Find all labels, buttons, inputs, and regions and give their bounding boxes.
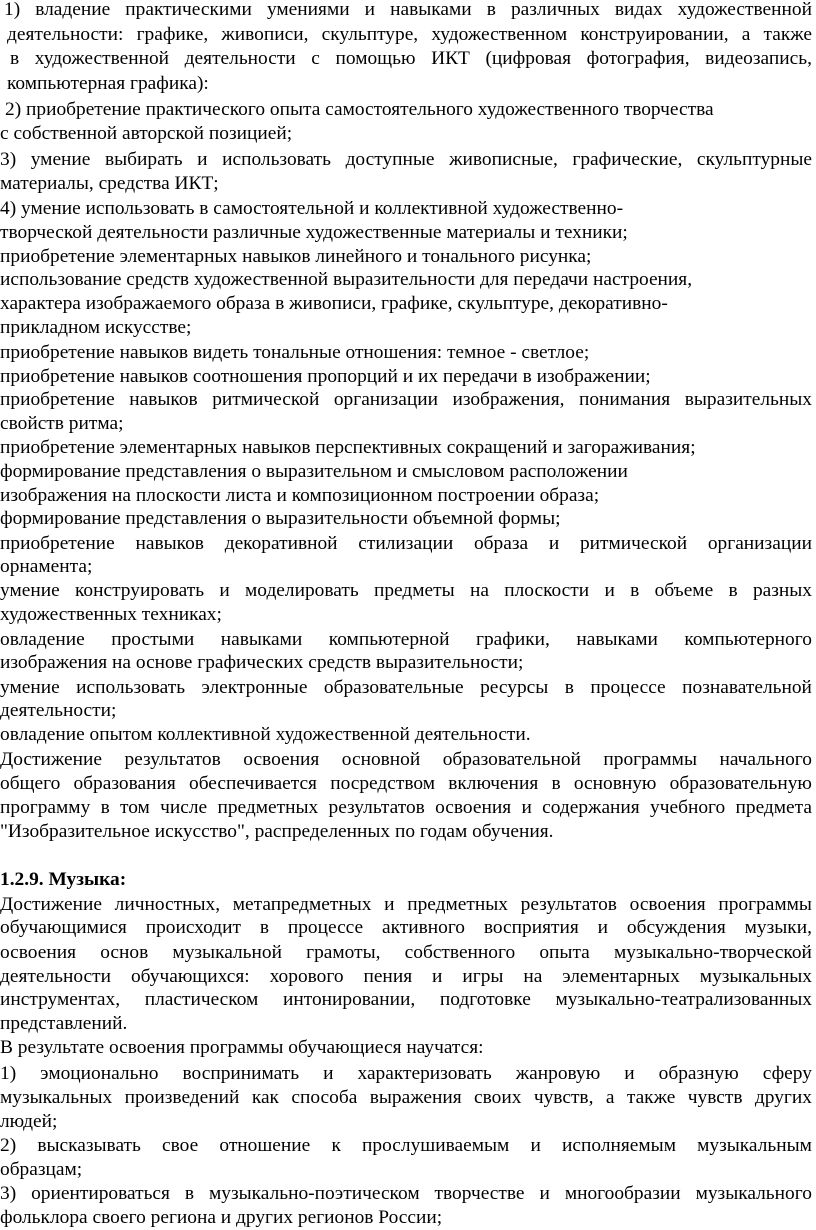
word: ИКТ (431, 48, 470, 69)
word: деятельности: (7, 24, 124, 45)
text-line (0, 1182, 812, 1206)
word: владение (35, 0, 111, 20)
word: организации (333, 389, 438, 410)
word: видеозапись, (705, 48, 812, 69)
word: помощью (335, 48, 416, 69)
word: (цифровая (485, 48, 572, 69)
text-line: художественных техниках; (0, 604, 222, 625)
word: в (486, 0, 496, 20)
word: восприятия (483, 917, 579, 938)
word: предмета (735, 797, 812, 818)
text-line: 2) приобретение практического опыта самостоятельного художественного творчества (5, 99, 714, 120)
word: ритмической (579, 533, 688, 554)
word: отношение (219, 1135, 311, 1156)
word: и (597, 917, 609, 938)
word: музыкально-театрализованных (555, 989, 812, 1010)
text-line (0, 1086, 812, 1110)
word: обеспечивается (189, 773, 317, 794)
word: в (551, 773, 561, 794)
word: жанровую (515, 1063, 601, 1084)
word: моделировать (245, 580, 359, 601)
word: деятельности (184, 48, 296, 69)
word: музыкально-творческой (613, 942, 812, 963)
word: музыкальной (172, 942, 282, 963)
word: и (530, 1135, 541, 1156)
word: умениями (266, 0, 350, 20)
word: образования (73, 773, 176, 794)
word: 1) (0, 1063, 17, 1084)
text-line (0, 148, 812, 172)
word: подготовке (439, 989, 531, 1010)
word: видах (614, 0, 663, 20)
word: скульптурные (696, 149, 812, 170)
word: в (259, 917, 269, 938)
word: плоскости (504, 580, 590, 601)
word: обсуждения (626, 917, 726, 938)
word: умение (0, 580, 60, 601)
word: музыкальным (697, 1135, 812, 1156)
word: выразительных (684, 389, 812, 410)
word: предметы (373, 580, 455, 601)
text-line: приобретение навыков соотношения пропорций и их передачи в изображении; (0, 366, 651, 387)
text-line: образцам; (0, 1159, 83, 1180)
word: хорового (269, 966, 344, 987)
word: овладение (0, 629, 85, 650)
word: и (548, 533, 560, 554)
word: в (184, 1183, 195, 1204)
word: компьютерного (684, 629, 812, 650)
word: художественной (677, 0, 812, 20)
word: приобретение (0, 389, 115, 410)
word: музыкальных (699, 966, 812, 987)
word: простыми (111, 629, 195, 650)
text-line: приобретение навыков видеть тональные отношения: темное - светлое; (0, 342, 590, 363)
word: произведений (124, 1087, 240, 1108)
word: воспринимать (182, 1063, 300, 1084)
word: учебного (650, 797, 726, 818)
word: в (100, 797, 110, 818)
word: пластическом (144, 989, 259, 1010)
word: на (523, 966, 543, 987)
word: в (564, 677, 574, 698)
text-line (0, 748, 812, 772)
word: изображения, (452, 389, 565, 410)
text-line (0, 676, 812, 700)
word: и (384, 894, 395, 915)
word: образовательной (442, 749, 581, 770)
word: деятельности (0, 966, 112, 987)
word: различных (510, 0, 600, 20)
word: электронные (201, 677, 308, 698)
text-line (0, 579, 812, 603)
word: фотография, (586, 48, 690, 69)
text-line (0, 796, 812, 820)
text-line: В результате освоения программы обучающиеся научатся: (0, 1037, 484, 1058)
text-line: свойств ритма; (0, 413, 124, 434)
word: скульптуре, (321, 24, 419, 45)
text-line: материалы, средства ИКТ; (0, 173, 219, 194)
word: и (521, 797, 532, 818)
word: умение (30, 149, 91, 170)
word: художественной (34, 48, 170, 69)
text-line: использование средств художественной выразительности для передачи настроения, (0, 269, 693, 290)
text-line (4, 0, 812, 22)
text-line (0, 628, 812, 652)
text-line: творческой деятельности различные художественные материалы и техники; (0, 222, 628, 243)
word: к (331, 1135, 341, 1156)
word: и (624, 1063, 635, 1084)
text-line: людей; (0, 1111, 58, 1132)
word: свое (162, 1135, 199, 1156)
text-line (10, 47, 812, 71)
word: опыта (539, 942, 590, 963)
word: в (10, 48, 20, 69)
word: графики, (476, 629, 550, 650)
text-line: деятельности; (0, 700, 117, 721)
text-line: овладение опытом коллективной художественной деятельности. (0, 724, 531, 745)
word: чувств (687, 1087, 743, 1108)
word: чувств, (533, 1087, 594, 1108)
text-line (0, 988, 812, 1012)
word: программу (0, 797, 91, 818)
word: музыкального (695, 1183, 812, 1204)
word: и (219, 580, 230, 601)
word: содержания (542, 797, 640, 818)
word: навыков (135, 533, 204, 554)
word: происходит (145, 917, 241, 938)
text-line (0, 772, 812, 796)
word: основную (573, 773, 657, 794)
word: характеризовать (357, 1063, 492, 1084)
word: элементарных (562, 966, 680, 987)
text-line: характера изображаемого образа в живописи, графике, скульптуре, декоративно- (0, 293, 668, 314)
word: основ (100, 942, 149, 963)
word: освоения (629, 894, 706, 915)
word: и (432, 966, 443, 987)
word: игры (462, 966, 504, 987)
word: посредством (330, 773, 435, 794)
word: и (539, 1183, 550, 1204)
text-line: приобретение элементарных навыков линейного и тонального рисунка; (0, 246, 592, 267)
word: доступные (345, 149, 435, 170)
word: результатов (124, 749, 221, 770)
word: 2) (0, 1135, 17, 1156)
word: и (197, 149, 208, 170)
word: образа (473, 533, 529, 554)
word: музыкально-поэтическом (209, 1183, 420, 1204)
word: выбирать (105, 149, 183, 170)
word: ориентироваться (31, 1183, 170, 1204)
word: сферу (762, 1063, 812, 1084)
text-line (0, 916, 812, 940)
word: и (604, 580, 615, 601)
text-line: 1.2.9. Музыка: (0, 869, 127, 890)
word: общего (0, 773, 61, 794)
word: инструментах, (0, 989, 121, 1010)
word: навыками (576, 629, 658, 650)
word: и (323, 1063, 334, 1084)
text-line (0, 893, 812, 917)
word: образовательную (669, 773, 812, 794)
word: включения (448, 773, 539, 794)
word: начального (719, 749, 812, 770)
word: ресурсы (480, 677, 549, 698)
word: активного (381, 917, 466, 938)
text-line: представлений. (0, 1013, 128, 1034)
word: практическими (125, 0, 252, 20)
word: предметных (407, 894, 508, 915)
text-line: формирование представления о выразительном и смысловом расположении (0, 461, 628, 482)
text-line (0, 1062, 812, 1086)
word: образовательные (323, 677, 464, 698)
word: навыками (390, 0, 472, 20)
word: разных (752, 580, 812, 601)
word: личностных, (114, 894, 221, 915)
word: как (251, 1087, 279, 1108)
word: процессе (287, 917, 364, 938)
word: с (311, 48, 320, 69)
word: программы (718, 894, 812, 915)
word: интонировании, (282, 989, 416, 1010)
word: живописи, (221, 24, 309, 45)
word: том (120, 797, 150, 818)
word: выражения (369, 1087, 462, 1108)
word: графические, (572, 149, 683, 170)
word: живописные, (449, 149, 558, 170)
word: графике, (136, 24, 209, 45)
text-line (0, 844, 812, 868)
word: процессе (590, 677, 666, 698)
word: объеме (654, 580, 714, 601)
word: способа (291, 1087, 358, 1108)
word: творчестве (434, 1183, 525, 1204)
text-line: "Изобразительное искусство", распределенных по годам обучения. (0, 821, 554, 842)
word: ритмической (212, 389, 320, 410)
word: обучающимися (0, 917, 127, 938)
word: использовать (222, 149, 331, 170)
word: также (763, 24, 812, 45)
word: 3) (0, 1183, 17, 1204)
word: 1) (4, 0, 21, 20)
word: освоения (0, 942, 77, 963)
word: приобретение (0, 533, 115, 554)
word: прослушиваемым (362, 1135, 510, 1156)
word: своих (474, 1087, 522, 1108)
text-line: с собственной авторской позицией; (0, 123, 293, 144)
text-line: приобретение элементарных навыков перспективных сокращений и загораживания; (0, 437, 696, 458)
text-line: изображения на плоскости листа и композиционном построении образа; (0, 485, 600, 506)
word: а (741, 24, 751, 45)
word: основной (341, 749, 421, 770)
word: музыки, (744, 917, 812, 938)
text-line: компьютерная графика): (7, 73, 209, 94)
text-line: изображения на основе графических средств выразительности; (0, 652, 524, 673)
word: Достижение (0, 894, 102, 915)
word: результатов (520, 894, 617, 915)
word: образную (658, 1063, 739, 1084)
text-line: орнамента; (0, 556, 93, 577)
word: других (754, 1087, 812, 1108)
word: обучающихся: (130, 966, 250, 987)
word: конструировании, (580, 24, 729, 45)
word: познавательной (682, 677, 812, 698)
word: числе (160, 797, 208, 818)
word: художественном (431, 24, 568, 45)
word: освоения (243, 749, 320, 770)
word: навыков (129, 389, 198, 410)
word: результатов (328, 797, 425, 818)
word: собственного (404, 942, 516, 963)
word: в (728, 580, 738, 601)
word: Достижение (0, 749, 102, 770)
word: высказывать (37, 1135, 141, 1156)
text-line (0, 1134, 812, 1158)
word: 3) (0, 149, 17, 170)
word: освоения (435, 797, 512, 818)
text-line: 4) умение использовать в самостоятельной и коллективной художественно- (0, 198, 624, 219)
word: компьютерной (328, 629, 450, 650)
word: декоративной (224, 533, 338, 554)
word: метапредметных (232, 894, 372, 915)
text-line (0, 388, 812, 412)
word: стилизации (358, 533, 454, 554)
text-line (0, 941, 812, 965)
word: навыками (220, 629, 303, 650)
word: исполняемым (562, 1135, 676, 1156)
word: предметных (217, 797, 319, 818)
word: музыкальных (0, 1087, 113, 1108)
text-line: прикладном искусстве; (0, 317, 192, 338)
word: понимания (578, 389, 671, 410)
word: на (469, 580, 489, 601)
text-line: формирование представления о выразительности объемной формы; (0, 508, 561, 529)
word: многообразии (564, 1183, 681, 1204)
word: и (364, 0, 376, 20)
word: конструировать (74, 580, 205, 601)
word: эмоционально (40, 1063, 159, 1084)
word: а (605, 1087, 615, 1108)
text-line: фольклора своего региона и других регионов России; (0, 1207, 443, 1228)
word: организации (707, 533, 812, 554)
text-line (0, 965, 812, 989)
word: умение (0, 677, 60, 698)
word: грамоты, (306, 942, 381, 963)
word: использовать (76, 677, 186, 698)
word: в (630, 580, 640, 601)
text-line (0, 532, 812, 556)
word: пения (363, 966, 413, 987)
word: также (626, 1087, 676, 1108)
word: программы (603, 749, 697, 770)
text-line (7, 23, 812, 47)
